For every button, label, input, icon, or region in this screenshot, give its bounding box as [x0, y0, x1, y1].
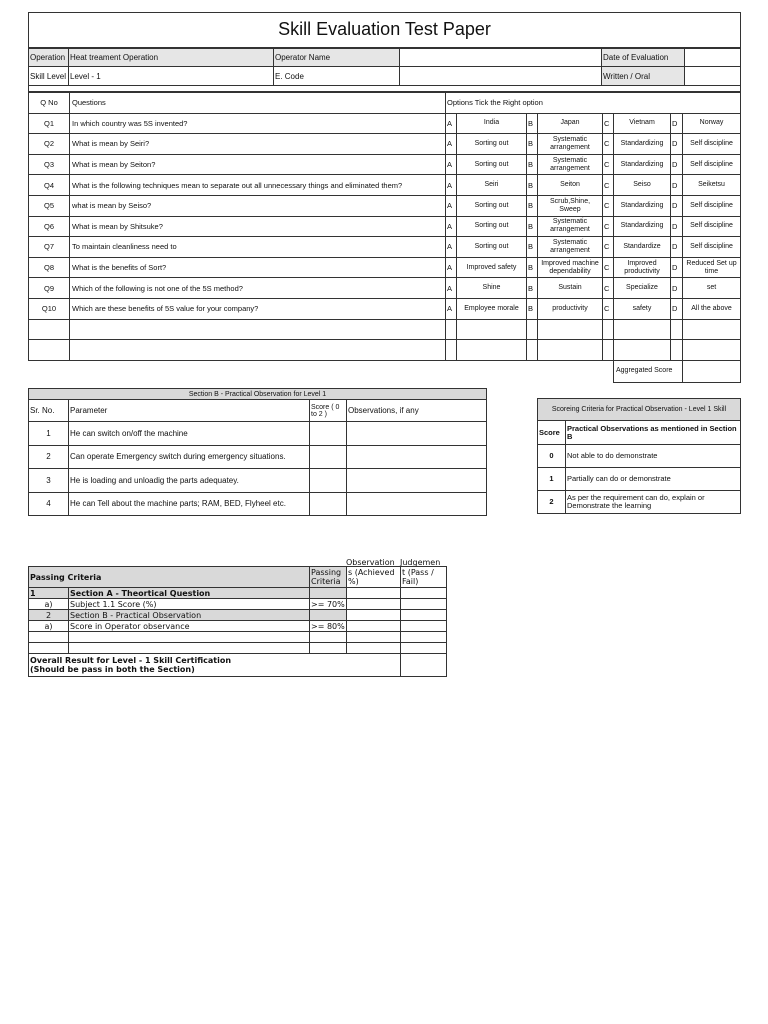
question-row [29, 113, 741, 134]
option-b-letter: B [527, 216, 538, 237]
sub-a1-obs[interactable] [347, 599, 401, 610]
question-number: Q4 [29, 175, 70, 196]
sub-a1-label: Subject 1.1 Score (%) [69, 599, 310, 610]
question-text: What is mean by Seiton? [70, 154, 446, 175]
empty-cell [70, 340, 446, 361]
empty-cell [347, 643, 401, 654]
skill-level-label: Skill Level [29, 67, 69, 86]
option-a-letter: A [446, 237, 457, 258]
question-row [29, 278, 741, 299]
question-number: Q1 [29, 113, 70, 134]
sub-b1-no: a) [29, 621, 69, 632]
option-d-text[interactable]: Reduced Set up time [683, 257, 741, 278]
option-d-letter: D [671, 154, 683, 175]
option-b-letter: B [527, 175, 538, 196]
observation-notes-field[interactable] [347, 445, 487, 469]
empty-cell [527, 340, 538, 361]
option-b-text[interactable]: Systematic arrangement [538, 237, 603, 258]
empty-cell [671, 319, 683, 340]
observation-score-field[interactable] [310, 445, 347, 469]
scoring-score: 0 [538, 445, 566, 468]
observation-parameter: He can switch on/off the machine [69, 422, 310, 446]
option-b-text[interactable]: Systematic arrangement [538, 216, 603, 237]
option-b-letter: B [527, 257, 538, 278]
scoring-row [538, 491, 741, 514]
option-b-text[interactable]: Sustain [538, 278, 603, 299]
empty-cell [527, 319, 538, 340]
question-text: what is mean by Seiso? [70, 195, 446, 216]
sub-b1-criteria: >= 80% [311, 621, 345, 631]
option-c-letter: C [603, 154, 614, 175]
question-text: To maintain cleanliness need to [70, 237, 446, 258]
empty-cell [29, 340, 70, 361]
observation-parameter: Can operate Emergency switch during emergency situations. [69, 445, 310, 469]
col-parameter: Parameter [69, 400, 310, 422]
section-b-table [28, 388, 487, 516]
question-number: Q9 [29, 278, 70, 299]
sub-b1-label: Score in Operator observance [69, 621, 310, 632]
section-b-caption: Section B - Practical Observation for Level 1 [29, 389, 487, 400]
question-row [29, 195, 741, 216]
option-a-text[interactable]: Seiri [457, 175, 527, 196]
option-d-letter: D [671, 298, 683, 319]
written-oral-field[interactable] [685, 67, 741, 86]
option-a-letter: A [446, 298, 457, 319]
option-a-text[interactable]: Sorting out [457, 237, 527, 258]
option-b-letter: B [527, 237, 538, 258]
option-d-text[interactable]: Norway [683, 113, 741, 134]
question-number: Q7 [29, 237, 70, 258]
observation-notes-field[interactable] [347, 469, 487, 493]
col-score: Score ( 0 to 2 ) [310, 400, 347, 422]
date-label: Date of Evaluation [602, 48, 685, 67]
option-b-text[interactable]: Japan [538, 113, 603, 134]
observation-parameter: He is loading and unloadig the parts adequatey. [69, 469, 310, 493]
operation-label: Operation [29, 48, 69, 67]
col-options: Options Tick the Right option [446, 93, 741, 114]
overall-result-field[interactable] [401, 654, 447, 677]
option-c-text[interactable]: Standardizing [614, 216, 671, 237]
option-b-letter: B [527, 195, 538, 216]
sec-a-criteria [310, 588, 347, 599]
option-d-letter: D [671, 237, 683, 258]
option-a-letter: A [446, 113, 457, 134]
observation-srno: 3 [29, 469, 69, 493]
questions-body [29, 113, 741, 319]
question-number: Q6 [29, 216, 70, 237]
option-d-text[interactable]: Self discipline [683, 154, 741, 175]
option-a-letter: A [446, 134, 457, 155]
empty-cell [69, 643, 310, 654]
observation-srno: 1 [29, 422, 69, 446]
col-qno: Q No [29, 93, 70, 114]
option-d-text[interactable]: Self discipline [683, 195, 741, 216]
option-b-text[interactable]: Seiton [538, 175, 603, 196]
option-d-letter: D [671, 278, 683, 299]
question-text: What is mean by Shitsuke? [70, 216, 446, 237]
sub-a1-criteria: >= 70% [311, 599, 345, 609]
scoring-description: Partially can do or demonstrate [566, 468, 741, 491]
ecode-label: E. Code [274, 67, 400, 86]
empty-cell [614, 319, 671, 340]
observation-heading: Observation [346, 558, 395, 567]
option-d-letter: D [671, 113, 683, 134]
option-d-letter: D [671, 257, 683, 278]
question-text: What is the following techniques mean to separate out all unnecessary things and eliminated them? [70, 175, 446, 196]
empty-cell [614, 340, 671, 361]
empty-cell [603, 319, 614, 340]
option-c-letter: C [603, 278, 614, 299]
option-d-text[interactable]: Seiketsu [683, 175, 741, 196]
observation-srno: 4 [29, 492, 69, 516]
questions-table [28, 92, 741, 383]
option-c-letter: C [603, 257, 614, 278]
observation-row [29, 492, 487, 516]
sec-b-obs[interactable] [347, 610, 401, 621]
empty-cell [457, 340, 527, 361]
col-judgement: t (Pass / Fail) [401, 567, 447, 588]
question-row [29, 175, 741, 196]
sec-b-no: 2 [29, 610, 69, 621]
scoring-description: As per the requirement can do, explain or Demonstrate the learning [566, 491, 741, 514]
option-b-text[interactable]: productivity [538, 298, 603, 319]
option-d-text[interactable]: set [683, 278, 741, 299]
option-a-text[interactable]: India [457, 113, 527, 134]
operator-name-label: Operator Name [274, 48, 400, 67]
question-number: Q8 [29, 257, 70, 278]
option-a-letter: A [446, 175, 457, 196]
empty-cell [603, 340, 614, 361]
page-title: Skill Evaluation Test Paper [29, 13, 741, 48]
empty-cell [29, 643, 69, 654]
empty-cell [310, 632, 347, 643]
option-a-letter: A [446, 278, 457, 299]
question-text: What is the benefits of Sort? [70, 257, 446, 278]
empty-cell [29, 319, 70, 340]
empty-cell [538, 319, 603, 340]
option-c-letter: C [603, 195, 614, 216]
option-c-text[interactable]: Vietnam [614, 113, 671, 134]
question-row [29, 298, 741, 319]
question-text: In which country was 5S invented? [70, 113, 446, 134]
option-a-letter: A [446, 154, 457, 175]
empty-cell [69, 632, 310, 643]
empty-cell [446, 319, 457, 340]
sub-b1-judge[interactable] [401, 621, 447, 632]
option-b-letter: B [527, 113, 538, 134]
question-text: What is mean by Seiri? [70, 134, 446, 155]
empty-cell [310, 643, 347, 654]
option-c-letter: C [603, 113, 614, 134]
option-a-letter: A [446, 195, 457, 216]
option-b-letter: B [527, 134, 538, 155]
question-row [29, 134, 741, 155]
col-question: Questions [70, 93, 446, 114]
option-d-text[interactable]: Self discipline [683, 134, 741, 155]
option-d-letter: D [671, 134, 683, 155]
option-c-letter: C [603, 237, 614, 258]
option-c-text[interactable]: Standardizing [614, 134, 671, 155]
question-row [29, 257, 741, 278]
option-c-text[interactable]: safety [614, 298, 671, 319]
observation-score-field[interactable] [310, 492, 347, 516]
question-text: Which of the following is not one of the 5S method? [70, 278, 446, 299]
sec-b-criteria [310, 610, 347, 621]
observation-score-field[interactable] [310, 469, 347, 493]
option-d-text[interactable]: Self discipline [683, 216, 741, 237]
section-b-body [29, 422, 487, 516]
scoring-body [538, 445, 741, 514]
sub-a1-judge[interactable] [401, 599, 447, 610]
skill-level-value[interactable]: Level - 1 [69, 67, 274, 86]
option-a-letter: A [446, 257, 457, 278]
option-b-letter: B [527, 154, 538, 175]
sec-a-obs[interactable] [347, 588, 401, 599]
overall-result-label [29, 654, 401, 677]
option-a-letter: A [446, 216, 457, 237]
empty-cell [683, 340, 741, 361]
empty-cell [457, 319, 527, 340]
option-c-text[interactable]: Standardize [614, 237, 671, 258]
date-field[interactable] [685, 48, 741, 67]
empty-cell [683, 319, 741, 340]
empty-cell [70, 319, 446, 340]
observation-row [29, 445, 487, 469]
col-practical-obs: Practical Observations as mentioned in Section B [566, 421, 741, 445]
option-b-text[interactable]: Improved machine dependability [538, 257, 603, 278]
option-c-text[interactable]: Standardizing [614, 195, 671, 216]
option-b-text[interactable]: Scrub,Shine, Sweep [538, 195, 603, 216]
sec-a-label: Section A - Theortical Question [69, 588, 310, 599]
operator-name-field[interactable] [400, 48, 602, 67]
scoring-row [538, 468, 741, 491]
question-text: Which are these benefits of 5S value for your company? [70, 298, 446, 319]
header-table [28, 12, 741, 92]
sec-b-label: Section B - Practical Observation [69, 610, 310, 621]
option-b-text[interactable]: Systematic arrangement [538, 134, 603, 155]
observation-row [29, 422, 487, 446]
empty-cell [671, 340, 683, 361]
scoring-description: Not able to do demonstrate [566, 445, 741, 468]
option-d-text[interactable]: Self discipline [683, 237, 741, 258]
empty-cell [538, 340, 603, 361]
observation-score-field[interactable] [310, 422, 347, 446]
question-row [29, 154, 741, 175]
scoring-row [538, 445, 741, 468]
observation-srno: 2 [29, 445, 69, 469]
option-d-letter: D [671, 216, 683, 237]
judgement-heading: Judgemen [400, 558, 441, 567]
col-passing-criteria: Passing Criteria [310, 567, 347, 588]
option-c-text[interactable]: Standardizing [614, 154, 671, 175]
observation-row [29, 469, 487, 493]
question-number: Q10 [29, 298, 70, 319]
col-observation: s (Achieved %) [347, 567, 401, 588]
option-a-text[interactable]: Employee morale [457, 298, 527, 319]
written-oral-label: Written / Oral [602, 67, 685, 86]
question-number: Q2 [29, 134, 70, 155]
operation-value[interactable]: Heat treament Operation [69, 48, 274, 67]
question-row [29, 216, 741, 237]
option-c-letter: C [603, 298, 614, 319]
option-b-letter: B [527, 298, 538, 319]
sec-a-judge[interactable] [401, 588, 447, 599]
overall-result-line2: (Should be pass in both the Section) [30, 665, 195, 674]
option-d-text[interactable]: All the above [683, 298, 741, 319]
question-number: Q3 [29, 154, 70, 175]
overall-result-line1: Overall Result for Level - 1 Skill Certification [30, 656, 232, 665]
aggregated-score-label: Aggregated Score [614, 360, 683, 382]
spacer-row [29, 86, 741, 92]
empty-cell [401, 632, 447, 643]
option-c-letter: C [603, 134, 614, 155]
scoring-score: 2 [538, 491, 566, 514]
option-c-text[interactable]: Seiso [614, 175, 671, 196]
passing-criteria-table [28, 566, 447, 677]
question-number: Q5 [29, 195, 70, 216]
ecode-field[interactable] [400, 67, 602, 86]
scoring-caption: Scoreing Criteria for Practical Observation - Level 1 Skill [538, 399, 741, 421]
observation-notes-field[interactable] [347, 422, 487, 446]
empty-cell [401, 643, 447, 654]
option-a-text[interactable]: Sorting out [457, 195, 527, 216]
option-c-text[interactable]: Improved productivity [614, 257, 671, 278]
col-score: Score [538, 421, 566, 445]
passing-title: Passing Criteria [29, 567, 310, 588]
spacer [29, 360, 614, 382]
option-d-letter: D [671, 175, 683, 196]
option-a-text[interactable]: Shine [457, 278, 527, 299]
empty-cell [347, 632, 401, 643]
sub-a1-no: a) [29, 599, 69, 610]
option-a-text[interactable]: Sorting out [457, 216, 527, 237]
option-a-text[interactable]: Improved safety [457, 257, 527, 278]
question-row [29, 237, 741, 258]
scoring-score: 1 [538, 468, 566, 491]
option-c-text[interactable]: Specialize [614, 278, 671, 299]
option-c-letter: C [603, 175, 614, 196]
empty-cell [29, 632, 69, 643]
observation-notes-field[interactable] [347, 492, 487, 516]
option-b-text[interactable]: Systematic arrangement [538, 154, 603, 175]
aggregated-score-field[interactable] [683, 360, 741, 382]
scoring-criteria-table [537, 398, 741, 514]
sub-b1-obs[interactable] [347, 621, 401, 632]
sec-b-judge[interactable] [401, 610, 447, 621]
sec-a-no: 1 [29, 588, 69, 599]
observation-parameter: He can Tell about the machine parts; RAM, BED, Flyheel etc. [69, 492, 310, 516]
col-observations: Observations, if any [347, 400, 487, 422]
col-srno: Sr. No. [29, 400, 69, 422]
option-a-text[interactable]: Sorting out [457, 134, 527, 155]
option-a-text[interactable]: Sorting out [457, 154, 527, 175]
empty-cell [446, 340, 457, 361]
option-b-letter: B [527, 278, 538, 299]
option-c-letter: C [603, 216, 614, 237]
option-d-letter: D [671, 195, 683, 216]
